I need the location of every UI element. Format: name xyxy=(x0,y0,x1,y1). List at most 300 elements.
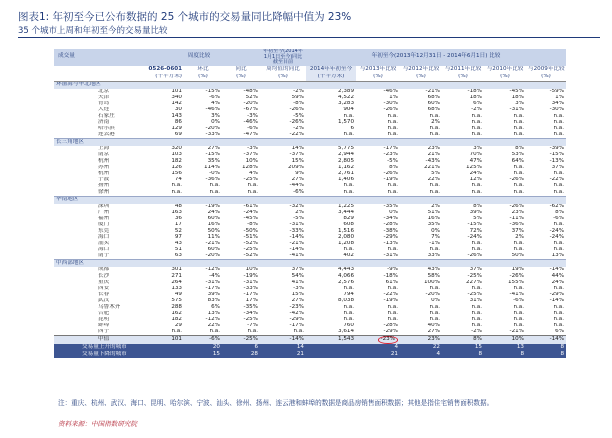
table-cell: 14% xyxy=(291,146,304,152)
table-cell: -13% xyxy=(549,158,565,164)
table-cell: n.a. xyxy=(553,240,565,246)
city-name: 南京 xyxy=(98,152,110,158)
table-cell: -15% xyxy=(205,88,220,94)
table-cell: 101 xyxy=(138,336,184,344)
table-cell: 10% xyxy=(245,267,258,273)
table-cell: n.a. xyxy=(553,322,565,329)
table-cell: 8 xyxy=(484,351,526,358)
table-cell: -31% xyxy=(243,279,258,285)
table-cell: -8% xyxy=(247,222,258,228)
table-cell: n.a. xyxy=(471,304,482,310)
table-cell: -31% xyxy=(205,279,220,285)
city-name: 宁波 xyxy=(98,176,110,183)
header-col-label: 与2010年比较 xyxy=(486,65,524,72)
table-cell: -41% xyxy=(509,291,524,298)
table-cell: -33% xyxy=(289,228,304,234)
city-name: 石家庄 xyxy=(98,113,115,119)
table-cell: 13% xyxy=(551,253,565,259)
table-cell: -26% xyxy=(509,273,524,279)
median-label: 中值 xyxy=(54,336,138,344)
table-cell: n.a. xyxy=(429,183,440,189)
table-cell: 182 xyxy=(171,158,182,164)
table-cell: -28% xyxy=(383,322,398,329)
table-cell: -6% xyxy=(553,215,565,222)
city-name: 乌鲁木齐 xyxy=(98,304,121,310)
table-cell: -6% xyxy=(209,94,220,100)
table-cell: 288 xyxy=(171,304,182,310)
table-cell: 69 xyxy=(174,131,182,138)
header-row-labels xyxy=(54,66,566,74)
city-name: 上海 xyxy=(98,146,110,152)
table-cell: -13% xyxy=(383,240,398,246)
table-cell: 31% xyxy=(469,298,482,304)
table-cell: -47% xyxy=(243,131,258,138)
table-cell: 43 xyxy=(174,240,182,246)
table-cell: -25% xyxy=(467,273,482,279)
header-col-main: 0526-0601 xyxy=(148,65,182,72)
table-cell: 7% xyxy=(431,234,440,240)
header-col-unit: (%) xyxy=(400,74,442,82)
table-cell: 41% xyxy=(291,279,304,285)
median-row xyxy=(54,336,566,344)
table-cell: -20% xyxy=(243,100,258,107)
table-cell: -19% xyxy=(205,203,220,209)
table-cell: 58% xyxy=(427,273,440,279)
table-cell: -39% xyxy=(549,146,565,152)
table-cell: 22 xyxy=(400,344,442,351)
highlight-circle: -23% xyxy=(378,336,398,344)
table-cell: -25% xyxy=(243,176,258,183)
table-cell: 608 xyxy=(343,222,354,228)
city-name: 西安 xyxy=(98,285,110,292)
table-cell: n.a. xyxy=(387,183,398,189)
table-cell: -14% xyxy=(526,336,566,344)
table-cell: -52% xyxy=(243,240,258,246)
page-subtitle: 35 个城市上周和年初至今的交易量比较 xyxy=(18,26,168,36)
city-name: 合肥 xyxy=(98,310,110,316)
table-cell: n.a. xyxy=(553,119,565,125)
table-cell: 3% xyxy=(473,146,482,152)
table-cell: -44% xyxy=(289,183,304,189)
table-cell: 8% xyxy=(389,164,398,170)
table-cell: n.a. xyxy=(209,183,220,189)
region-name: 中西部地区 xyxy=(54,260,566,268)
city-name: 成都 xyxy=(98,267,110,273)
table-cell: 49 xyxy=(174,291,182,298)
table-cell: 5% xyxy=(473,215,482,222)
header-weekly: 周度比较 xyxy=(138,49,260,66)
table-cell: 1,516 xyxy=(337,228,354,234)
header-row-units xyxy=(54,74,566,82)
table-cell: n.a. xyxy=(471,125,482,131)
table-cell: n.a. xyxy=(471,183,482,189)
table-cell: 1,225 xyxy=(337,203,354,209)
header-col-label: 环比 xyxy=(197,65,209,72)
table-cell: n.a. xyxy=(429,113,440,119)
table-cell: 2% xyxy=(431,203,440,209)
table-cell: -52% xyxy=(243,253,258,259)
table-cell: 47% xyxy=(469,158,482,164)
table-cell: -43% xyxy=(425,158,440,164)
table-cell: 101 xyxy=(171,88,182,94)
table-cell: 86 xyxy=(174,119,182,125)
table-cell: 114% xyxy=(204,164,220,170)
table-cell: n.a. xyxy=(513,119,524,125)
table-cell: 27% xyxy=(291,298,304,304)
table-cell: 1,570 xyxy=(337,119,354,125)
table-cell: 2,389 xyxy=(337,88,354,94)
table-cell: -67% xyxy=(243,107,258,113)
header-col-unit: (%) xyxy=(356,74,400,82)
table-cell: 2,080 xyxy=(337,234,354,240)
table-cell: n.a. xyxy=(387,285,398,292)
table-cell: -12% xyxy=(205,316,220,322)
header-col-unit: (%) xyxy=(222,74,260,82)
city-name: 徐州 xyxy=(98,189,110,195)
table-cell: -45% xyxy=(243,215,258,222)
table-cell: n.a. xyxy=(553,222,565,228)
table-cell: -31% xyxy=(509,107,524,113)
table-cell: n.a. xyxy=(513,183,524,189)
table-cell: 0% xyxy=(431,228,440,234)
table-cell: 126 xyxy=(171,164,182,170)
header-col-unit: (千平方米) xyxy=(138,74,184,82)
table-cell: n.a. xyxy=(343,189,354,195)
table-cell: 60% xyxy=(427,100,440,107)
table-cell: 68% xyxy=(427,107,440,113)
table-cell: -19% xyxy=(243,273,258,279)
header-col-label: 与2011年比较 xyxy=(444,65,482,72)
table-cell: 50% xyxy=(511,253,524,259)
city-name: 西宁 xyxy=(98,329,110,335)
summary-row xyxy=(54,344,566,351)
table-cell: -14% xyxy=(260,336,306,344)
table-cell: 3% xyxy=(211,113,220,119)
table-cell: 10% xyxy=(484,336,526,344)
table-cell: 340 xyxy=(171,94,182,100)
city-name: 武汉 xyxy=(98,298,110,304)
table-cell: n.a. xyxy=(553,170,565,177)
table-cell: n.a. xyxy=(553,183,565,189)
table-cell: 5,775 xyxy=(337,146,354,152)
table-cell: -12% xyxy=(205,267,220,273)
table-cell: -24% xyxy=(549,234,565,240)
table-cell: n.a. xyxy=(513,304,524,310)
table-cell: -37% xyxy=(243,152,258,158)
table-cell: 64% xyxy=(511,158,524,164)
table-cell: n.a. xyxy=(247,329,258,335)
table-cell: -33% xyxy=(205,131,220,138)
table-cell: n.a. xyxy=(513,285,524,292)
table-cell: n.a. xyxy=(387,131,398,138)
table-cell: 35% xyxy=(427,222,440,228)
table-cell: -3% xyxy=(247,113,258,119)
table-cell: 21% xyxy=(427,152,440,158)
table-cell: -59% xyxy=(549,88,565,94)
table-cell: -22% xyxy=(383,291,398,298)
table-cell: n.a. xyxy=(513,131,524,138)
table-cell: 829 xyxy=(343,215,354,222)
table-cell: -45% xyxy=(509,88,524,94)
table-cell: n.a. xyxy=(343,316,354,322)
table-cell: 72% xyxy=(469,228,482,234)
table-cell: 21 xyxy=(260,351,306,358)
table-cell: 4,443 xyxy=(337,267,354,273)
table-cell: -21% xyxy=(205,240,220,246)
table-cell: n.a. xyxy=(429,246,440,253)
data-table-container xyxy=(54,49,566,358)
table-cell: n.a. xyxy=(553,310,565,316)
table-cell: 11% xyxy=(207,234,220,240)
table-cell: 0% xyxy=(389,209,398,215)
table-cell: 4 xyxy=(356,344,400,351)
table-cell: 3,614 xyxy=(337,329,354,335)
header-col-unit: (%) xyxy=(184,74,222,82)
table-cell: 6 xyxy=(222,344,260,351)
table-cell: 8 xyxy=(442,351,484,358)
table-cell: 1,208 xyxy=(337,240,354,246)
table-cell: -5% xyxy=(293,113,304,119)
table-cell: 52% xyxy=(245,94,258,100)
table-cell: 27% xyxy=(291,176,304,183)
summary-label: 交易量下降的城市 xyxy=(54,351,184,358)
table-cell: n.a. xyxy=(513,113,524,119)
table-cell: 27% xyxy=(427,329,440,335)
table-cell: -17% xyxy=(243,291,258,298)
table-cell: n.a. xyxy=(471,240,482,246)
table-cell: 52 xyxy=(174,228,182,234)
table-cell: 3% xyxy=(515,100,524,107)
table-cell: -14% xyxy=(549,298,565,304)
table-cell: n.a. xyxy=(471,113,482,119)
region-name: 长三角地区 xyxy=(54,139,566,147)
table-cell: -51% xyxy=(243,234,258,240)
table-cell: 35% xyxy=(207,158,220,164)
table-cell: -25% xyxy=(467,291,482,298)
table-cell: 17% xyxy=(245,298,258,304)
table-cell: n.a. xyxy=(553,125,565,131)
table-cell: 8% xyxy=(473,203,482,209)
table-cell: 63 xyxy=(174,253,182,259)
table-cell: n.a. xyxy=(553,189,565,195)
table-cell: 6% xyxy=(473,100,482,107)
city-name: 杭州 xyxy=(98,170,110,177)
table-cell: 100% xyxy=(424,279,440,285)
table-cell: -29% xyxy=(383,234,398,240)
table-cell: 2% xyxy=(515,234,524,240)
table-cell: n.a. xyxy=(171,329,182,335)
table-cell: 13% xyxy=(207,310,220,316)
table-cell: -61% xyxy=(243,203,258,209)
table-cell: 2,944 xyxy=(337,152,354,158)
table-cell: 54% xyxy=(291,273,304,279)
table-cell: n.a. xyxy=(553,113,565,119)
table-cell: n.a. xyxy=(293,329,304,335)
city-name: 广州 xyxy=(98,209,110,215)
city-name: 海口 xyxy=(98,246,110,253)
table-cell: 29 xyxy=(174,322,182,329)
table-cell: 4% xyxy=(211,100,220,107)
table-cell: 155% xyxy=(508,279,524,285)
table-cell: n.a. xyxy=(343,285,354,292)
table-cell: n.a. xyxy=(553,246,565,253)
header-col-label: 与2012年比较 xyxy=(402,65,440,72)
table-cell: -17% xyxy=(205,285,220,292)
table-cell: 51 xyxy=(174,246,182,253)
table-cell: 8% xyxy=(515,146,524,152)
header-col-unit: (%) xyxy=(260,74,306,82)
table-row xyxy=(54,329,566,336)
table-cell: 2% xyxy=(431,119,440,125)
table-cell: n.a. xyxy=(471,310,482,316)
table-cell: 2,576 xyxy=(337,279,354,285)
table-cell: -15% xyxy=(467,222,482,228)
table-cell: 34% xyxy=(551,100,565,107)
table-cell: n.a. xyxy=(343,310,354,316)
table-cell: n.a. xyxy=(429,316,440,322)
table-cell: -29% xyxy=(549,291,565,298)
table-cell: 1,543 xyxy=(306,336,356,344)
table-cell: 8% xyxy=(442,336,484,344)
table-cell: 18% xyxy=(511,94,524,100)
table-cell: 23% xyxy=(400,336,442,344)
table-cell: -2% xyxy=(471,107,482,113)
table-cell: 6% xyxy=(555,329,565,335)
city-name: 大连 xyxy=(98,107,110,113)
table-cell: 18% xyxy=(469,94,482,100)
table-cell: -29% xyxy=(289,316,304,322)
table-cell: n.a. xyxy=(387,310,398,316)
table-cell: n.a. xyxy=(343,131,354,138)
table-cell: -25% xyxy=(243,246,258,253)
table-cell: 143 xyxy=(171,113,182,119)
table-cell: 156 xyxy=(171,170,182,177)
table-cell: 1% xyxy=(555,94,565,100)
table-cell xyxy=(306,344,356,351)
city-name: 福州 xyxy=(98,215,110,222)
table-cell: n.a. xyxy=(209,329,220,335)
table-cell: 271 xyxy=(171,273,182,279)
table-cell: 48 xyxy=(174,203,182,209)
table-cell: n.a. xyxy=(471,246,482,253)
table-cell: n.a. xyxy=(247,189,258,195)
table-cell: n.a. xyxy=(387,316,398,322)
table-cell: n.a. xyxy=(387,304,398,310)
table-cell: -25% xyxy=(222,336,260,344)
table-cell: -5% xyxy=(387,158,398,164)
table-cell: -34% xyxy=(383,215,398,222)
table-cell: -26% xyxy=(509,176,524,183)
header-col-label: 周均值的同比 xyxy=(266,65,300,72)
table-cell: n.a. xyxy=(513,240,524,246)
summary-row xyxy=(54,351,566,358)
table-cell: -6% xyxy=(513,298,524,304)
table-cell: 36 xyxy=(174,215,182,222)
table-cell: n.a. xyxy=(171,183,182,189)
table-cell: 221% xyxy=(424,164,440,170)
table-cell: -23% xyxy=(383,152,398,158)
table-cell: -14% xyxy=(289,234,304,240)
table-cell: 24% xyxy=(469,170,482,177)
table-cell: -21% xyxy=(425,88,440,94)
table-cell: 20 xyxy=(184,344,222,351)
table-cell: n.a. xyxy=(513,316,524,322)
table-cell: -50% xyxy=(243,228,258,234)
city-name: 长春 xyxy=(98,291,110,298)
table-cell: 23% xyxy=(427,146,440,152)
table-cell: n.a. xyxy=(553,131,565,138)
city-name: 东莞 xyxy=(98,228,110,234)
table-cell: -46% xyxy=(383,88,398,94)
table-cell: -36% xyxy=(509,222,524,228)
region-header-row xyxy=(54,139,566,147)
table-cell: -7% xyxy=(247,322,258,329)
table-cell: 53% xyxy=(511,152,524,158)
table-cell: 70% xyxy=(469,152,482,158)
table-cell: -34% xyxy=(243,310,258,316)
table-cell: 8% xyxy=(555,209,565,215)
table-cell: 17 xyxy=(174,222,182,228)
region-name: 环渤海与华北地区 xyxy=(54,81,566,89)
source-note: 资料来源：中国指数研究院 xyxy=(58,420,138,428)
table-cell: -23% xyxy=(289,304,304,310)
table-cell: -20% xyxy=(425,291,440,298)
table-cell: n.a. xyxy=(471,131,482,138)
table-cell: n.a. xyxy=(387,125,398,131)
table-cell: 12% xyxy=(469,176,482,183)
table-body xyxy=(54,81,566,358)
table-cell: -0% xyxy=(209,170,220,177)
table-cell: 24% xyxy=(207,209,220,215)
table-cell: n.a. xyxy=(343,304,354,310)
table-cell: -26% xyxy=(383,170,398,177)
table-cell: n.a. xyxy=(513,310,524,316)
table-cell: -6% xyxy=(184,336,222,344)
table-cell: 4 xyxy=(400,351,442,358)
table-cell: n.a. xyxy=(387,189,398,195)
table-cell: 575 xyxy=(171,298,182,304)
table-cell: n.a. xyxy=(343,183,354,189)
table-cell: -3% xyxy=(293,285,304,292)
city-name: 苏州 xyxy=(98,164,110,170)
table-cell: -30% xyxy=(383,100,398,107)
city-name: 昆明 xyxy=(98,316,110,322)
header-col-unit: (%) xyxy=(484,74,526,82)
table-cell: -9% xyxy=(387,267,398,273)
table-cell: n.a. xyxy=(553,316,565,322)
table-cell: 51% xyxy=(427,209,440,215)
table-cell: 37% xyxy=(511,228,524,234)
table-cell: 16% xyxy=(207,222,220,228)
table-cell: 3,444 xyxy=(337,209,354,215)
table-cell: 0% xyxy=(211,119,220,125)
table-cell: -30% xyxy=(549,107,565,113)
table-cell: -46% xyxy=(205,107,220,113)
table-cell: 30 xyxy=(174,107,182,113)
table-cell: -18% xyxy=(467,88,482,94)
table-cell: n.a. xyxy=(387,246,398,253)
table-cell: -5% xyxy=(293,215,304,222)
table-cell: -19% xyxy=(383,176,398,183)
table-cell: 904 xyxy=(343,107,354,113)
table-cell: 8,038 xyxy=(337,298,354,304)
table-cell: 50% xyxy=(207,228,220,234)
header-ytd-group: 年初至今(2013年12月31日 - 2014年6月1日) 比较 xyxy=(306,49,566,66)
table-cell: 44% xyxy=(551,273,565,279)
table-cell: -41% xyxy=(289,253,304,259)
table-cell: -1% xyxy=(429,240,440,246)
table-cell: -21% xyxy=(509,329,524,335)
